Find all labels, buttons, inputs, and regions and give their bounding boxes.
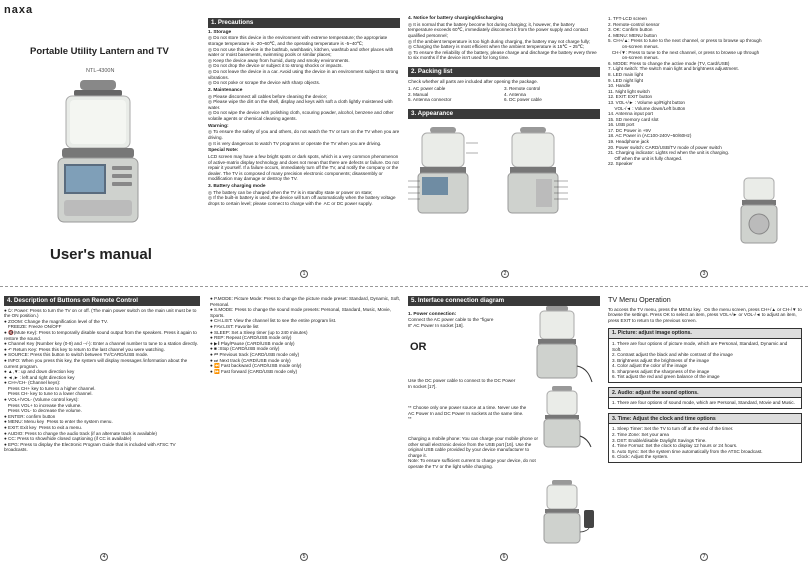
remote-item: ● ▲,▼: up and down direction key [4,369,75,375]
remote-item: ● VOL+/VOL- (Volume control keys): [4,397,79,403]
packing-item: 2. Manual [408,91,429,97]
remote-item: ● CH+/CH- (Channel keys): [4,380,61,386]
remote-item: ● ⏪ Fast backward (CARD/USB mode only) [210,363,302,369]
sub-heading: 4. Notice for battery charging/discharging [408,16,504,21]
packing-item: 1. AC power cable [408,86,446,92]
section-heading: 3. Appearance [408,109,600,119]
option-item: 3. DST: Enable/disable Daylight Savings Time. [612,437,707,443]
text-line: ◎ Do not poke or scrape the device with sharp objects. [208,80,321,86]
option-item: 1. There are four options of picture mode, which are Personal, Standard, Dynamic and Soft. [612,340,789,352]
text-line: ** Choose only one power source at a time. Never use the AC Power In and DC Power In sockets at the same time. ** [408,405,528,422]
remote-item: ● ENTER: confirm button [4,413,56,419]
remote-item: ● ZOOM: Change the magnification level of the TV. [4,318,108,324]
appearance-diagram [408,123,598,221]
part-item: VOL-/◄ : Volume down/Left button [608,105,686,111]
sub-heading: 3. Battery charging mode [208,184,266,189]
text-line: ◎ It is normal that the battery become hot during charging; it, however, the battery temperature exceeds 60℃, immediately disconnect it from the power supply and contact qualified personnel; [408,21,590,39]
remote-item: ● ⏭ Next track (CARD/USB mode only) [210,357,291,363]
text-line: To access the TV menu, press the MENU key. On the menu screen, press CH+/▲ or CH-/▼ to browse the settings. Press OK to select an item, press VOL+/► or VOL-/◄ to adjust an item, press EXIT to return to the previous screen. [608,306,803,323]
remote-item: ● 🔇(Mute Key): Press to temporarily disable sound output from the speakers. Press it again to restore the sound. [4,329,199,341]
sub-heading: Special Note: [208,148,239,154]
part-item: 13. VOL+/► : Volume up/Right button [608,99,685,105]
section-heading: 5. Interface connection diagram [408,296,600,306]
text-line: Use the DC power cable to connect to the DC Power In socket [17]. [408,378,517,389]
remote-item: ● ↶ Return Key: Press this key to return to the last channel you were watching. [4,346,165,352]
packing-item: 3. Remote control [504,86,541,92]
time-options-box [608,413,802,463]
part-item: 4. MENU: MENU button [608,32,657,38]
remote-item: ● SLEEP: Set a Sleep timer (up to 240 minutes) [210,329,308,335]
remote-item: ● ◄,► : left and right direction key [4,374,75,380]
box-title: 1. Picture: adjust image options. [609,329,801,339]
remote-item: ● CH.LIST: View the channel list to see the entire program list. [210,318,337,324]
part-item: 20. Power switch: CARD/USB/TV mode of power switch [608,144,722,150]
text-line: ◎ Do not leave the device in a car. Avoid using the device in an environment subject to strong vibrations. [208,68,400,80]
page-divider [0,286,808,287]
text-line: ◎ If the built-in battery is used, the device will turn off automatically when the battery voltage drops to certain level; please connect to charge with the AC or DC power supply. [208,195,397,207]
option-item: 1. Sleep Timer: Set the TV to turn off at the end of the timer. [612,426,734,432]
part-item: 1. TFT-LCD screen [608,16,647,21]
part-item: 7. Light switch: The switch main light and brightness adjustment. [608,66,739,72]
page-number: 5 [300,553,308,561]
remote-item: ● MENU: Menu key Press to enter the system menu. [4,419,113,425]
part-item: 14. Antenna input port [608,111,653,117]
cover-panel [0,0,202,286]
option-item: 2. Contrast adjust the black and white contrast of the image [612,352,733,358]
or-label: OR [410,340,427,353]
remote-item: ● ■ :Stop (CARD/USB mode only) [210,346,280,352]
section-heading: 1. Precautions [208,18,400,28]
option-item: 5. Sharpness adjust the sharpness of the image [612,368,710,374]
packing-item: 6. DC power cable [504,97,542,103]
remote-item: ● P.MODE: Picture Mode: Press to change the picture mode preset: Standard, Dynamic, Soft, Personal. [210,296,402,307]
text-line: ◎ Do not use this device in the bathtub, washbasin, kitchen, washtub and other places with water or moist basements, swimming pools or similar places; [208,46,395,58]
remote-item: Press VOL+ to increase the volume. [4,402,82,408]
text-line: ◎ Do not store this device in the environment with extreme temperature; the appropriate storage temperature is -20~60℃, and the operating temperature is -5~40℃; [208,35,389,46]
remote-item: ● ⏩ Fast forward (CARD/USB mode only) [210,368,298,374]
part-item: 16. USB port [608,122,635,128]
text-line: Check whether all parts are included after opening the package. [408,78,538,84]
option-item: 1. There are four options of sound mode, which are Personal, Standard, Movie and Music. [612,400,796,406]
remote-item: Press VOL- to decrease the volume. [4,408,82,414]
remote-panel [4,294,200,544]
remote-item: ● CC: Press to show/hide closed captioning (if CC is available) [4,436,132,442]
lantern-illustration [52,80,144,230]
part-item: 2. Remote-control sensor [608,21,660,27]
section-heading: 2. Packing list [408,67,600,77]
part-item: 11. Night light switch [608,88,650,94]
text-line: ◎ It is very dangerous to watch TV programs or operate the TV when you are driving. [208,140,382,146]
notice-panel [408,16,600,286]
picture-options-box [608,328,802,384]
part-item: 10. Handle [608,83,631,89]
page-number: 3 [700,270,708,278]
sub-heading: 2. Maintenance [208,87,243,93]
text-line: ◎ Do not wipe the device with polishing cloth, scouring powder, alcohol, benzene and other volatile agents or chemical cleaning agents. [208,110,395,121]
brand-logo: naxa [4,4,34,16]
remote-item: ● SOURCE: Press this button to switch between TV/CARD/USB mode. [4,352,149,358]
text-line: ◎ The battery can be charged when the TV is in standby state or power on state; [208,189,373,195]
remote-item: FREEZE: Freeze ON/OFF [4,324,62,330]
option-item: 4. Color adjust the color of the image [612,363,688,369]
option-item: 2. Time Zone: Set your area [612,431,669,437]
text-line: ◎ To ensure the safety of you and others, do not watch the TV or turn on the TV when you are driving. [208,129,401,140]
part-item: 3. OK: Confirm button [608,27,653,33]
remote-item: ● EPG: Press to display the Electronic Program Guide that is included with ATSC TV broadcasts. [4,441,177,453]
part-item: CH-/▼: Press to tune to the next channel, or press to browse up through on-screen menus. [611,49,760,61]
part-item: 19. Headphone jack [608,139,649,145]
remote2-panel [210,296,402,496]
part-item: 12. EXIT: EXIT button [608,94,653,100]
box-title: 2. Audio: adjust the sound options. [609,388,801,398]
remote-item: ● REP: Repeat (CARD/USB mode only) [210,335,292,341]
remote-item: ● Channel Key (Number key (0-9) and --/-): Enter a channel number to tune to a station directly. [4,341,198,347]
part-item: 6. MODE: Press to change the active mode (TV, Card/USB) [608,60,730,66]
text-line: ◎ Do not drop the device or subject it to strong shocks or impacts. [208,63,343,69]
text-line: ◎ Please wipe the dirt on the shell, display and keys with soft a cloth lightly moistened with water. [208,99,394,110]
manual-title: User's manual [50,246,152,263]
option-item: 3. Brightness adjust the brightness of the image [612,357,710,363]
menu-heading: TV Menu Operation [608,295,671,304]
menu-panel [608,294,802,548]
option-item: 4. Time Format: Set the clock to display 12 hours or 24 hours. [612,443,738,449]
sub-heading: 1. Storage [208,29,232,35]
remote-item: ● EXIT: Exit key Press to exit a menu. [4,425,83,431]
part-item: 8. LED main light [608,71,643,77]
text-line: ◎ Keep the device away from humid, dusty and smoky environments. [208,57,350,63]
sub-heading: 1. Power connection: [408,311,457,317]
ac-connection-illustration [532,306,594,382]
part-item: 5. CH+/▲: Press to tune to the next channel, or press to browse up through on-screen menus. [608,38,762,49]
option-item: 6. Tint adjust the red and green balance of the image [612,374,720,380]
model-number: NTL-4300N [86,68,115,74]
phone-charging-illustration [542,480,596,546]
part-item: 15. SD memory card slot [608,116,659,122]
remote-item: ● FAV.LIST: Favorite list [210,323,259,329]
audio-options-box [608,387,802,409]
page-number: 4 [100,553,108,561]
dc-connection-illustration [542,386,592,448]
sub-heading: Warning: [208,123,229,129]
page-number: 1 [300,270,308,278]
remote-item: Press CH+ key to tune to a higher channel. [4,385,96,391]
remote-item: ● AUDIO: Press to change the audio track (if an alternate track is available) [4,430,157,436]
text-line: ◎ Please disconnect all cables before cleaning the device; [208,93,328,99]
part-item: 9. LED night light [608,77,643,83]
packing-list [408,86,600,103]
text-line: LCD screen may have a few bright spots or dark spots, which is a very common phenomenon of active-matrix display technology and does not mean that there are defects or failure. Do not repair it yourself. If a failure occurs, immediately turn off the TV, and notify the company or the dealer. The TV is composed of many precision electronic components; disassembly or modification may damage or destroy the TV. [208,154,401,182]
remote-item: Press CH- key to tune to a lower channel. [4,391,93,397]
packing-item: 5. Antenna connector [408,97,452,103]
remote-item: ● ⏻: Power: Press to turn the TV on or off. (The main power switch on the main unit must be to the ON position.) [4,307,198,319]
part-item: 17. DC Power in +9V [608,127,652,133]
page-number: 6 [500,553,508,561]
text-line: ◎ To ensure the reliability of the battery, please charge and discharge the battery every three to six months if the device isn't used for long time. [408,49,598,61]
text-line: Connect the AC power cable to the "figure 8" AC Power In socket [18]. [408,317,495,328]
page-number: 7 [700,553,708,561]
remote-item: ● S.MODE: Press to change the sound mode presets: Personal, Standard, Music, Movie, Sports. [210,307,393,318]
page-number: 2 [501,270,509,278]
text-line: Charging a mobile phone: You can charge your mobile phone or other small electronic device from the USB port [16]. Use the original USB cable provided by your device manufacturer to charge it. Note: To ensure sufficient current to charge your device, do not operate the TV or the light while charging. [408,435,538,469]
remote-item: ● ▶‖ Play/Pause (CARD/USB mode only) [210,340,295,346]
remote-item: ● ⏮ Previous track (CARD/USB mode only) [210,351,300,357]
precautions-panel [208,16,400,286]
text-line: ◎ Charging the battery is most efficient when the ambient temperature is 15℃ ~ 25℃; [408,44,585,50]
side-view-illustration [738,178,780,248]
part-item: 18. AC Power in (AC100-240V~50/60Hz) [608,133,692,139]
remote-item: ● INFO: When you press this key, the system will display messages /information about the current program. [4,357,189,369]
part-item: 21. Charging indicator: Lights red when the unit is charging. Off when the unit is fully charged. [608,150,730,161]
product-title: Portable Utility Lantern and TV [30,46,169,57]
option-item: 5. Auto Sync: Set the system time automatically from the ATSC broadcast. [612,448,763,454]
section-heading: 4. Description of Buttons on Remote Control [4,296,200,306]
part-item: 22. Speaker [608,161,633,167]
text-line: ◎ If the ambient temperature is too high during charging, the battery may not charge fully; [408,38,591,44]
box-title: 3. Time: Adjust the clock and time options [609,414,801,424]
option-item: 6. Clock: Adjust the system. [612,454,669,460]
packing-item: 4. Antenna [504,91,526,97]
